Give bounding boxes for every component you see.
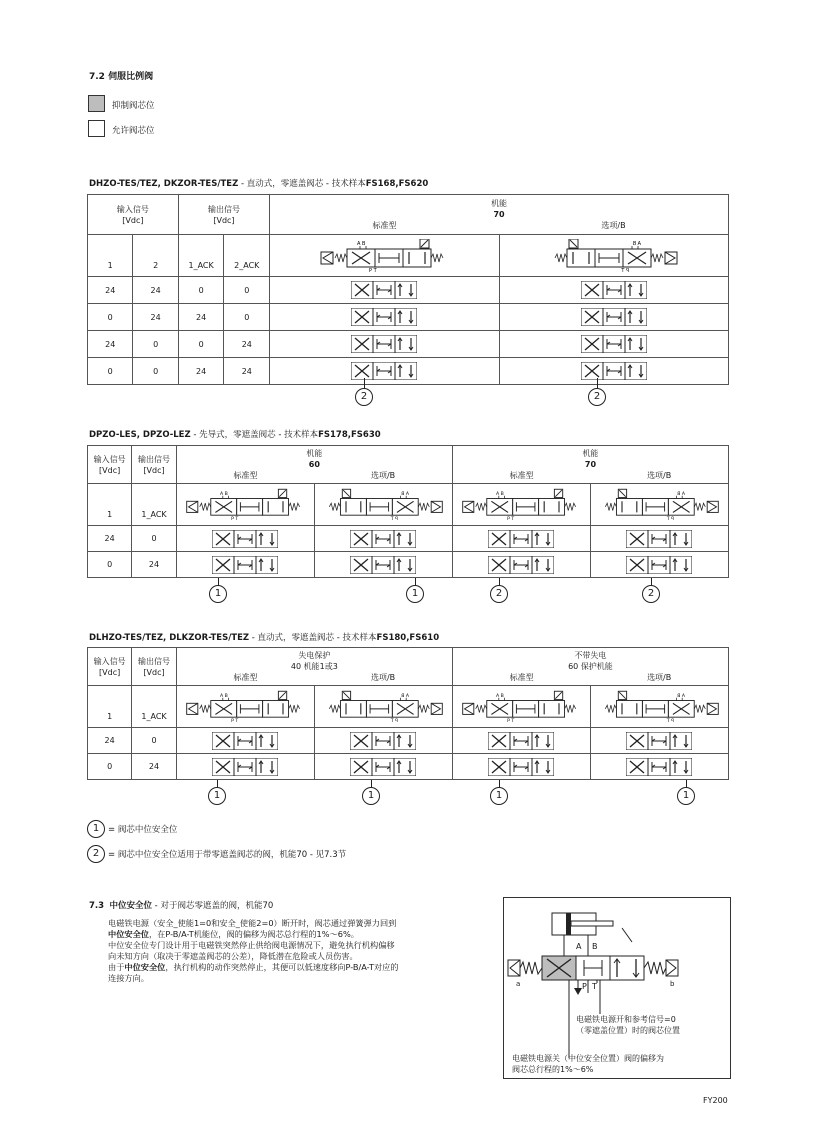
callout-zero-lap: 电磁铁电源开和参考信号=0 （零遮盖位置）时的阀芯位置 <box>576 1015 680 1035</box>
table-row: 24 0 0 24 <box>88 331 729 358</box>
table1-in-header: 输入信号 [Vdc] <box>88 195 179 235</box>
marker-circle: 1 <box>209 585 227 603</box>
valve-state-icon <box>314 754 452 780</box>
valve-state-icon <box>452 526 590 552</box>
valve-state-icon <box>314 526 452 552</box>
section-title-7-3: 7.3 中位安全位 - 对于阀芯零遮盖的阀，机能70 <box>89 901 274 911</box>
valve-symbol-std <box>452 484 590 526</box>
table1-title-desc: - 直动式，零遮盖阀芯 - 技术样本 <box>238 179 366 189</box>
valve-symbol-opt <box>590 686 728 728</box>
table2-title <box>89 428 381 440</box>
table3 <box>87 647 729 780</box>
marker-circle: 1 <box>362 787 380 805</box>
valve-state-icon <box>499 277 728 304</box>
note1-text: = 阀芯中位安全位 <box>108 825 178 835</box>
table3-in-header: 输入信号 [Vdc] <box>88 648 132 686</box>
valve-state-icon <box>270 331 499 358</box>
valve-state-icon <box>590 526 728 552</box>
note1-marker: 1 <box>87 820 105 838</box>
valve-symbol-opt <box>590 484 728 526</box>
port-p-label: P <box>582 982 587 991</box>
port-a-label: A <box>576 942 582 951</box>
table1-func-header: 机能 70 标准型 选项/B <box>270 195 729 235</box>
table-row: 0 0 24 24 <box>88 358 729 385</box>
marker-circle: 2 <box>588 388 606 406</box>
legend-shaded-swatch <box>88 95 105 112</box>
marker-circle: 1 <box>490 787 508 805</box>
valve-state-icon <box>590 754 728 780</box>
table1-opt-label: 选项/B <box>601 221 626 230</box>
table2 <box>87 445 729 578</box>
valve-state-icon <box>270 304 499 331</box>
table2-title-desc: - 先导式，零遮盖阀芯 - 技术样本 <box>190 430 319 440</box>
marker-circle: 1 <box>406 585 424 603</box>
table-row: 0 24 24 0 <box>88 304 729 331</box>
marker-circle: 1 <box>208 787 226 805</box>
table-row: 0 24 <box>88 754 729 780</box>
table1-title-models: DHZO-TES/TEZ, DKZOR-TES/TEZ <box>89 179 239 189</box>
valve-state-icon <box>176 552 314 578</box>
port-b-label: B <box>592 942 598 951</box>
table-row: 1 1_ACK <box>88 484 729 526</box>
page-number: FY200 <box>703 1096 728 1105</box>
table-row: 1 1_ACK <box>88 686 729 728</box>
table3-title-models: DLHZO-TES/TEZ, DLKZOR-TES/TEZ <box>89 633 250 643</box>
table1-std-label: 标准型 <box>372 221 397 230</box>
table1 <box>87 194 729 385</box>
marker-circle: 2 <box>490 585 508 603</box>
safety-position-figure <box>503 897 731 1079</box>
section-title-7-2: 7.2 伺服比例阀 <box>89 72 154 82</box>
valve-symbol-std <box>176 686 314 728</box>
valve-state-icon <box>176 728 314 754</box>
table3-title-desc: - 直动式，零遮盖阀芯 - 技术样本 <box>249 633 377 643</box>
table3-group-a-header: 失电保护 40 机能1或3 标准型 选项/B <box>176 648 452 686</box>
legend-unshaded-swatch <box>88 120 105 137</box>
legend-shaded-label: 抑制阀芯位 <box>112 101 155 111</box>
legend-unshaded-label: 允许阀芯位 <box>112 126 155 136</box>
valve-state-icon <box>176 526 314 552</box>
valve-symbol-opt <box>499 235 728 277</box>
valve-state-icon <box>499 304 728 331</box>
valve-symbol-std <box>270 235 499 277</box>
table-row: 24 0 <box>88 728 729 754</box>
table2-title-code: FS178,FS630 <box>318 430 381 440</box>
table2-title-models: DPZO-LES, DPZO-LEZ <box>89 430 191 440</box>
valve-state-icon <box>452 728 590 754</box>
valve-symbol-std <box>176 484 314 526</box>
table3-title <box>89 631 439 643</box>
valve-symbol-std <box>452 686 590 728</box>
valve-symbol-opt <box>314 686 452 728</box>
table2-in-header: 输入信号 [Vdc] <box>88 446 132 484</box>
table2-out-header: 输出信号 [Vdc] <box>132 446 177 484</box>
marker-circle: 2 <box>355 388 373 406</box>
valve-state-icon <box>270 277 499 304</box>
table1-title <box>89 177 428 189</box>
valve-state-icon <box>499 358 728 385</box>
marker-circle: 1 <box>677 787 695 805</box>
table3-title-code: FS180,FS610 <box>376 633 440 643</box>
valve-state-icon <box>590 552 728 578</box>
valve-state-icon <box>270 358 499 385</box>
note2-marker: 2 <box>87 845 105 863</box>
valve-state-icon <box>590 728 728 754</box>
table3-out-header: 输出信号 [Vdc] <box>132 648 177 686</box>
marker-circle: 2 <box>642 585 660 603</box>
table1-out-header: 输出信号 [Vdc] <box>178 195 269 235</box>
table-row: 0 24 <box>88 552 729 578</box>
table1-title-code: FS168,FS620 <box>365 179 429 189</box>
table-row: 24 24 0 0 <box>88 277 729 304</box>
port-t-label: T <box>592 982 597 991</box>
table2-func70-header: 机能 70 标准型 选项/B <box>452 446 728 484</box>
valve-state-icon <box>176 754 314 780</box>
table3-group-b-header: 不带失电 60 保护机能 标准型 选项/B <box>452 648 728 686</box>
table2-func60-header: 机能 60 标准型 选项/B <box>176 446 452 484</box>
valve-state-icon <box>452 754 590 780</box>
valve-state-icon <box>499 331 728 358</box>
callout-safety-position: 电磁铁电源关（中位安全位置）阀的偏移为 阀芯总行程的1%～6% <box>512 1054 664 1074</box>
note2-text: = 阀芯中位安全位适用于带零遮盖阀芯的阀，机能70 - 见7.3节 <box>108 850 347 860</box>
valve-state-icon <box>314 728 452 754</box>
solenoid-a-label: a <box>516 980 521 988</box>
solenoid-b-label: b <box>670 980 675 988</box>
table-row: 24 0 <box>88 526 729 552</box>
valve-diagram <box>504 898 730 1078</box>
section-7-3-body: 电磁铁电源（安全_使能1=0和安全_使能2=0）断开时，阀芯通过弹簧弹力回到 中位安全位，在P-B/A-T机能位，阀的偏移为阀芯总行程的1%～6%。 中位安全位专门设计用于电磁铁突然停止供给阀电源情况下，避免执行机构偏移 向未知方向（取决于零遮盖阀芯的公差），降低潜在危险或人员伤害。 由于中位安全位，执行机构的动作突然停止，其便可以低速度移向P-B/A-T对应的 连接方向。 <box>108 918 399 983</box>
valve-symbol-opt <box>314 484 452 526</box>
table-row: 1 2 1_ACK 2_ACK <box>88 235 729 277</box>
valve-state-icon <box>452 552 590 578</box>
valve-state-icon <box>314 552 452 578</box>
